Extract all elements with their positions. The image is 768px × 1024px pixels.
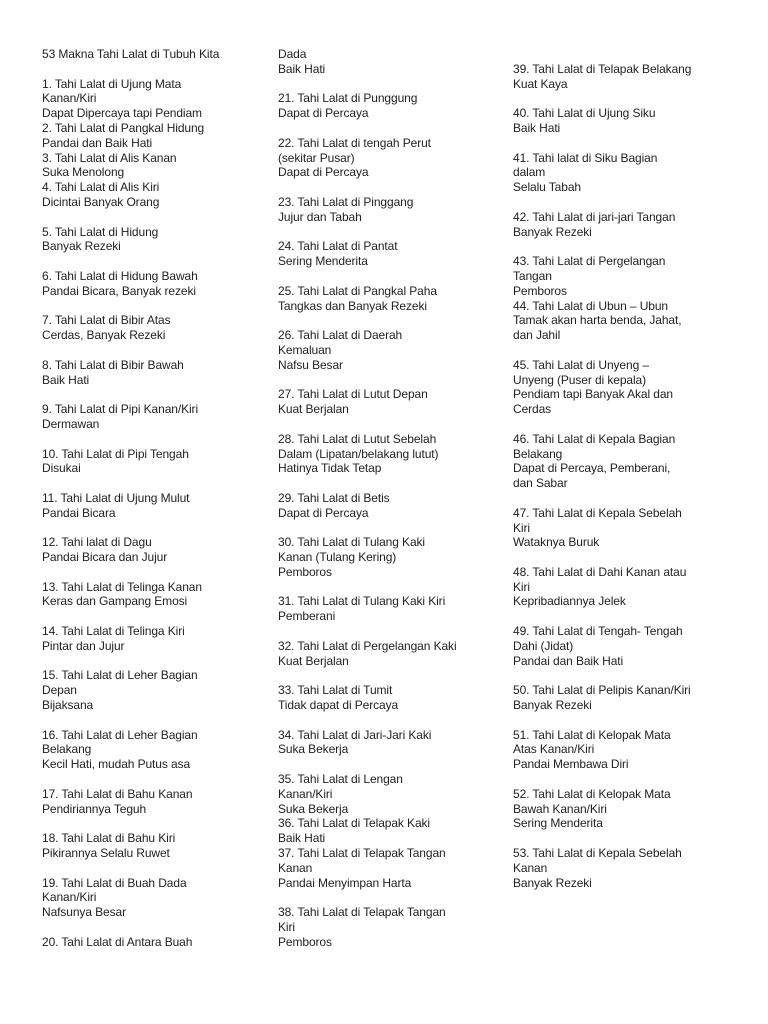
text-line: 3. Tahi Lalat di Alis Kanan	[42, 150, 177, 165]
text-line: Pendiriannya Teguh	[42, 801, 147, 816]
text-line: 45. Tahi Lalat di Unyeng –	[513, 357, 649, 372]
text-line: Disukai	[42, 461, 81, 476]
text-line: 53. Tahi Lalat di Kepala Sebelah	[513, 846, 682, 861]
text-line: Banyak Rezeki	[513, 224, 592, 239]
text-line: Baik Hati	[278, 61, 326, 76]
text-line: 50. Tahi Lalat di Pelipis Kanan/Kiri	[513, 683, 691, 698]
text-line: Kanan/Kiri	[42, 91, 97, 106]
text-line: Pandai Bicara	[42, 505, 116, 520]
blank-line	[42, 254, 257, 269]
blank-line	[42, 816, 257, 831]
text-line: Dalam (Lipatan/belakang lutut)	[278, 446, 439, 461]
text-line: Tidak dapat di Percaya	[278, 698, 399, 713]
text-line: Baik Hati	[513, 120, 561, 135]
text-line: Banyak Rezeki	[513, 875, 592, 890]
blank-line	[42, 861, 257, 876]
text-line: 52. Tahi Lalat di Kelopak Mata	[513, 786, 671, 801]
blank-line	[513, 91, 728, 106]
blank-line	[278, 313, 493, 328]
text-line: Dahi (Jidat)	[513, 638, 574, 653]
text-line: Dapat di Percaya, Pemberani,	[513, 461, 671, 476]
blank-line	[513, 343, 728, 358]
text-line: Unyeng (Puser di kepala)	[513, 372, 647, 387]
text-line: Pintar dan Jujur	[42, 638, 125, 653]
text-line: 5. Tahi Lalat di Hidung	[42, 224, 159, 239]
blank-line	[278, 121, 493, 136]
blank-line	[513, 195, 728, 210]
text-line: 49. Tahi Lalat di Tengah- Tengah	[513, 624, 683, 639]
blank-line	[278, 757, 493, 772]
text-line: Nafsunya Besar	[42, 905, 126, 920]
text-line: Dapat di Percaya	[278, 106, 369, 121]
text-line: 46. Tahi Lalat di Kepala Bagian	[513, 431, 676, 446]
text-line: 48. Tahi Lalat di Dahi Kanan atau	[513, 564, 687, 579]
text-line: Pandai Bicara, Banyak rezeki	[42, 283, 196, 298]
blank-line	[513, 417, 728, 432]
blank-line	[42, 387, 257, 402]
blank-line	[278, 580, 493, 595]
text-line: 2. Tahi Lalat di Pangkal Hidung	[42, 120, 205, 135]
blank-line	[513, 713, 728, 728]
blank-line	[278, 180, 493, 195]
text-line: 39. Tahi Lalat di Telapak Belakang	[513, 61, 692, 76]
blank-line	[278, 417, 493, 432]
blank-line	[513, 491, 728, 506]
blank-line	[278, 890, 493, 905]
text-line: 26. Tahi Lalat di Daerah	[278, 328, 403, 343]
text-line: 28. Tahi Lalat di Lutut Sebelah	[278, 431, 437, 446]
text-line: 19. Tahi Lalat di Buah Dada	[42, 875, 187, 890]
blank-line	[513, 239, 728, 254]
blank-line	[278, 225, 493, 240]
text-column-1	[42, 47, 257, 950]
text-line: 31. Tahi Lalat di Tulang Kaki Kiri	[278, 594, 446, 609]
text-line: 14. Tahi Lalat di Telinga Kiri	[42, 624, 185, 639]
text-line: Depan	[42, 683, 77, 698]
text-line: dan Jahil	[513, 328, 561, 343]
text-line: Suka Menolong	[42, 165, 125, 180]
text-line: 11. Tahi Lalat di Ujung Mulut	[42, 490, 190, 505]
blank-line	[278, 521, 493, 536]
text-line: 7. Tahi Lalat di Bibir Atas	[42, 313, 171, 328]
text-line: Banyak Rezeki	[42, 239, 121, 254]
text-line: 41. Tahi lalat di Siku Bagian	[513, 150, 658, 165]
text-line: Dapat Dipercaya tapi Pendiam	[42, 106, 202, 121]
text-line: Kanan/Kiri	[42, 890, 97, 905]
text-line: Kuat Berjalan	[278, 402, 349, 417]
text-line: Nafsu Besar	[278, 357, 343, 372]
text-line: 40. Tahi Lalat di Ujung Siku	[513, 106, 656, 121]
blank-line	[42, 210, 257, 225]
text-line: Tangkas dan Banyak Rezeki	[278, 298, 427, 313]
text-line: 24. Tahi Lalat di Pantat	[278, 239, 398, 254]
text-line: Pemboros	[278, 934, 332, 949]
blank-line	[513, 550, 728, 565]
text-line: (sekitar Pusar)	[278, 150, 355, 165]
text-line: Dada	[278, 47, 307, 61]
document-title: 53 Makna Tahi Lalat di Tubuh Kita	[42, 47, 220, 61]
blank-line	[42, 565, 257, 580]
text-line: Kemaluan	[278, 342, 332, 357]
text-line: 36. Tahi Lalat di Telapak Kaki	[278, 816, 430, 831]
blank-line	[513, 136, 728, 151]
blank-line	[513, 609, 728, 624]
text-line: Bijaksana	[42, 698, 94, 713]
blank-line	[42, 62, 257, 77]
blank-line	[42, 521, 257, 536]
text-line: Kepribadiannya Jelek	[513, 594, 626, 609]
blank-line	[42, 713, 257, 728]
text-line: dalam	[513, 165, 546, 180]
text-line: 21. Tahi Lalat di Punggung	[278, 91, 418, 106]
blank-line	[42, 299, 257, 314]
text-line: 12. Tahi lalat di Dagu	[42, 535, 152, 550]
text-line: Dapat di Percaya	[278, 505, 369, 520]
text-line: Pandai Bicara dan Jujur	[42, 550, 168, 565]
text-line: Jujur dan Tabah	[278, 209, 362, 224]
text-line: 1. Tahi Lalat di Ujung Mata	[42, 76, 182, 91]
text-line: Tangan	[513, 268, 552, 283]
text-line: 25. Tahi Lalat di Pangkal Paha	[278, 283, 437, 298]
text-line: 6. Tahi Lalat di Hidung Bawah	[42, 268, 198, 283]
text-line: Sering Menderita	[513, 816, 603, 831]
text-line: Pikirannya Selalu Ruwet	[42, 846, 170, 861]
blank-line	[42, 654, 257, 669]
text-line: Dapat di Percaya	[278, 165, 369, 180]
text-line: 29. Tahi Lalat di Betis	[278, 490, 390, 505]
blank-line	[278, 624, 493, 639]
text-line: Dicintai Banyak Orang	[42, 194, 160, 209]
text-line: Kiri	[278, 920, 295, 935]
text-line: Pendiam tapi Banyak Akal dan	[513, 387, 673, 402]
text-line: 42. Tahi Lalat di jari-jari Tangan	[513, 209, 676, 224]
blank-line	[278, 373, 493, 388]
text-line: 15. Tahi Lalat di Leher Bagian	[42, 668, 198, 683]
blank-line	[42, 920, 257, 935]
blank-line	[513, 831, 728, 846]
text-line: 33. Tahi Lalat di Tumit	[278, 683, 393, 698]
text-line: 8. Tahi Lalat di Bibir Bawah	[42, 357, 184, 372]
text-line: Cerdas, Banyak Rezeki	[42, 328, 166, 343]
text-line: Baik Hati	[278, 831, 326, 846]
text-line: 9. Tahi Lalat di Pipi Kanan/Kiri	[42, 402, 199, 417]
text-line: 18. Tahi Lalat di Bahu Kiri	[42, 831, 176, 846]
blank-line	[278, 269, 493, 284]
text-column-3	[513, 47, 728, 890]
text-line: Keras dan Gampang Emosi	[42, 594, 188, 609]
blank-line	[42, 476, 257, 491]
text-line: Kanan (Tulang Kering)	[278, 550, 397, 565]
text-line: 23. Tahi Lalat di Pinggang	[278, 194, 414, 209]
text-line: Pandai dan Baik Hati	[42, 135, 153, 150]
text-line: Kuat Berjalan	[278, 653, 349, 668]
text-line: Suka Bekerja	[278, 801, 349, 816]
text-line: Kanan	[513, 860, 548, 875]
text-line: Belakang	[513, 446, 563, 461]
text-line: Wataknya Buruk	[513, 535, 600, 550]
text-line: Dermawan	[42, 416, 100, 431]
text-line: Belakang	[42, 742, 92, 757]
blank-line	[42, 432, 257, 447]
text-line: Pandai Membawa Diri	[513, 757, 629, 772]
text-line: 44. Tahi Lalat di Ubun – Ubun	[513, 298, 668, 313]
text-line: 17. Tahi Lalat di Bahu Kanan	[42, 786, 193, 801]
text-line: Cerdas	[513, 402, 552, 417]
text-line: Tamak akan harta benda, Jahat,	[513, 313, 682, 328]
text-line: Sering Menderita	[278, 254, 368, 269]
text-line: Atas Kanan/Kiri	[513, 742, 595, 757]
text-line: Pemberani	[278, 609, 336, 624]
text-line: Kanan	[278, 860, 313, 875]
text-line: Kiri	[513, 579, 530, 594]
text-line: Bawah Kanan/Kiri	[513, 801, 607, 816]
text-line: 22. Tahi Lalat di tengah Perut	[278, 135, 431, 150]
text-line: 38. Tahi Lalat di Telapak Tangan	[278, 905, 446, 920]
text-line: Pandai Menyimpan Harta	[278, 875, 412, 890]
blank-line	[42, 609, 257, 624]
text-line: 27. Tahi Lalat di Lutut Depan	[278, 387, 428, 402]
blank-line	[513, 668, 728, 683]
text-line: 32. Tahi Lalat di Pergelangan Kaki	[278, 638, 457, 653]
text-line: 37. Tahi Lalat di Telapak Tangan	[278, 846, 446, 861]
text-line: Baik Hati	[42, 372, 90, 387]
text-line: Selalu Tabah	[513, 180, 581, 195]
text-line: Pandai dan Baik Hati	[513, 653, 624, 668]
text-line: Suka Bekerja	[278, 742, 349, 757]
blank-line	[278, 77, 493, 92]
blank-line	[513, 772, 728, 787]
text-line: 47. Tahi Lalat di Kepala Sebelah	[513, 505, 682, 520]
text-line: 13. Tahi Lalat di Telinga Kanan	[42, 579, 202, 594]
text-line: 34. Tahi Lalat di Jari-Jari Kaki	[278, 727, 432, 742]
blank-line	[278, 476, 493, 491]
text-line: Kanan/Kiri	[278, 786, 333, 801]
blank-line	[513, 47, 728, 62]
blank-line	[42, 772, 257, 787]
text-column-2	[278, 47, 493, 950]
text-line: dan Sabar	[513, 476, 568, 491]
blank-line	[278, 713, 493, 728]
text-line: 43. Tahi Lalat di Pergelangan	[513, 254, 666, 269]
text-line: 35. Tahi Lalat di Lengan	[278, 772, 403, 787]
text-line: 10. Tahi Lalat di Pipi Tengah	[42, 446, 189, 461]
text-line: Pemboros	[278, 564, 332, 579]
text-line: Hatinya Tidak Tetap	[278, 461, 382, 476]
blank-line	[42, 343, 257, 358]
text-line: Banyak Rezeki	[513, 698, 592, 713]
blank-line	[278, 668, 493, 683]
text-line: Kiri	[513, 520, 530, 535]
text-line: Pemboros	[513, 283, 567, 298]
text-line: 4. Tahi Lalat di Alis Kiri	[42, 180, 160, 195]
text-line: 16. Tahi Lalat di Leher Bagian	[42, 727, 198, 742]
text-line: Kecil Hati, mudah Putus asa	[42, 757, 191, 772]
text-line: Kuat Kaya	[513, 76, 568, 91]
text-line: 20. Tahi Lalat di Antara Buah	[42, 934, 193, 949]
text-line: 30. Tahi Lalat di Tulang Kaki	[278, 535, 425, 550]
text-line: 51. Tahi Lalat di Kelopak Mata	[513, 727, 671, 742]
